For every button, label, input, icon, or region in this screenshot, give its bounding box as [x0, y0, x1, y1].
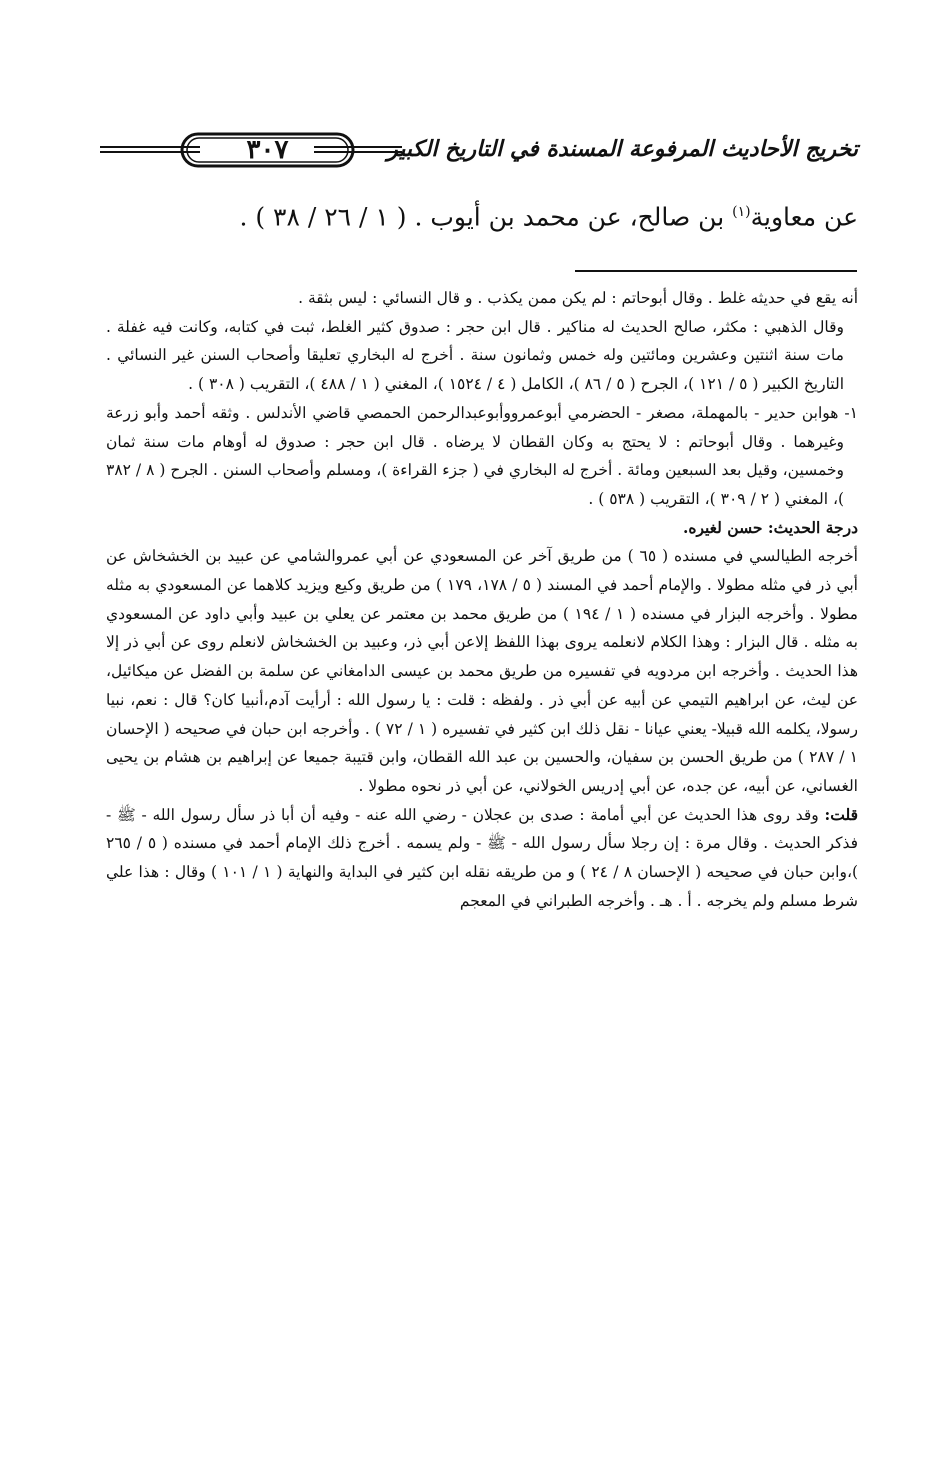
running-header [100, 128, 858, 172]
footnote-separator [575, 270, 857, 272]
intro-before: عن معاوية [750, 202, 858, 232]
hadith-grade [106, 514, 858, 543]
page-number: ٣٠٧ [246, 135, 289, 165]
header-title: تخريج الأحاديث المرفوعة المسندة في التاريخ الكبير [387, 136, 858, 162]
footnotes [106, 284, 858, 915]
footnote-marker: (١) [732, 204, 751, 220]
footnote-continuation-line: أنه يقع في حديثه غلط . وقال أبوحاتم : لم يكن ممن يكذب . و قال النسائي : ليس بثقة . [298, 289, 858, 307]
page-number-badge [180, 132, 355, 168]
qult-paragraph [106, 801, 858, 916]
qult-text: وقد روى هذا الحديث عن أبي أمامة : صدى بن عجلان - رضي الله عنه - وفيه أن أبا ذر سأل رسول الله - ﷺ - فذكر الحديث . وقال مرة : إن رجلا سأل رسول الله - ﷺ - ولم يسمه . أخرج ذلك الإمام أحمد في مسنده ( ٥ / ٢٦٥ )،وابن حبان في صحيحه ( الإحسان ٨ / ٢٤ ) و من طريقه نقله ابن كثير في البداية والنهاية ( ١ / ١٠١ ) وقال : هذا علي شرط مسلم ولم يخرجه . أ . هـ . وأخرجه الطبراني في المعجم [106, 805, 859, 910]
footnote-1: ١- هوابن حدير - بالمهملة، مصغر - الحضرمي أبوعمرووأبوعبدالرحمن الحمصي قاضي الأندلس . وثقه أحمد وأبو زرعة وغيرهما . وقال أبوحاتم : لا يحتج به وكان القطان لا يرضاه . قال ابن حجر : صدوق له أوهام مات سنة ثمان وخمسين، وقيل بعد السبعين ومائة . أخرج له البخاري في ( جزء القراءة )، ومسلم وأصحاب السنن . الجرح ( ٨ / ٣٨٢ )، المغني ( ٢ / ٣٠٩ )، التقريب ( ٥٣٨ ) . [106, 403, 858, 508]
hadith-grade-label: درجة الحديث: حسن لغيره. [682, 517, 858, 537]
footnote-continuation: وقال الذهبي : مكثر، صالح الحديث له مناكير . قال ابن حجر : صدوق كثير الغلط، ثبت في كتابه، وكانت فيه غفلة . مات سنة اثنتين وعشرين ومائتين وله خمس وثمانون سنة . أخرج له البخاري تعليقا وأصحاب السنن غير النسائي . التاريخ الكبير ( ٥ / ١٢١ )، الجرح ( ٥ / ٨٦ )، الكامل ( ٤ / ١٥٢٤ )، المغني ( ١ / ٤٨٨ )، التقريب ( ٣٠٨ ) . [106, 317, 844, 394]
main-text [138, 192, 858, 237]
qult-label: قلت: [824, 804, 858, 824]
takhrij-paragraph: أخرجه الطيالسي في مسنده ( ٦٥ ) من طريق آخر عن المسعودي عن أبي عمروالشامي عن عبيد بن الخشخاش عن أبي ذر في مثله مطولا . والإمام أحمد في المسند ( ٥ / ١٧٨، ١٧٩ ) من طريق وكيع ويزيد كلاهما عن المسعودي به مثله مطولا . وأخرجه البزار في مسنده ( ١ / ١٩٤ ) من طريق محمد بن معتمر عن يعلي بن عبيد وأبي داود عن المسعودي به مثله . قال البزار : وهذا الكلام لانعلمه يروى بهذا اللفظ إلاعن أبي ذر، وعبيد بن الخشخاش لانعلم روى عن أبي ذر إلا هذا الحديث . وأخرجه ابن مردويه في تفسيره من طريق محمد بن عيسى الدامغاني عن سلمة بن الفضل عن ميكائيل، عن ليث، عن ابراهيم التيمي عن أبيه عن أبي ذر . ولفظه : قلت : يا رسول الله : أرأيت آدم،أنبيا كان؟ قال : نعم، نبيا رسولا، يكلمه الله قبيلا- يعني عيانا - نقل ذلك ابن كثير في تفسيره ( ١ / ٧٢ ) . وأخرجه ابن حبان في صحيحه ( الإحسان ١ / ٢٨٧ ) من طريق الحسن بن سفيان، والحسين بن عبد الله القطان، وابن قتيبة جميعا عن إبراهيم بن هشام بن يحيى الغساني، عن أبيه، عن جده، عن أبي إدريس الخولاني، عن أبي ذر نحوه مطولا . [106, 547, 859, 795]
intro-after: بن صالح، عن محمد بن أيوب . ( ١ / ٢٦ / ٣٨ ) . [239, 202, 733, 232]
